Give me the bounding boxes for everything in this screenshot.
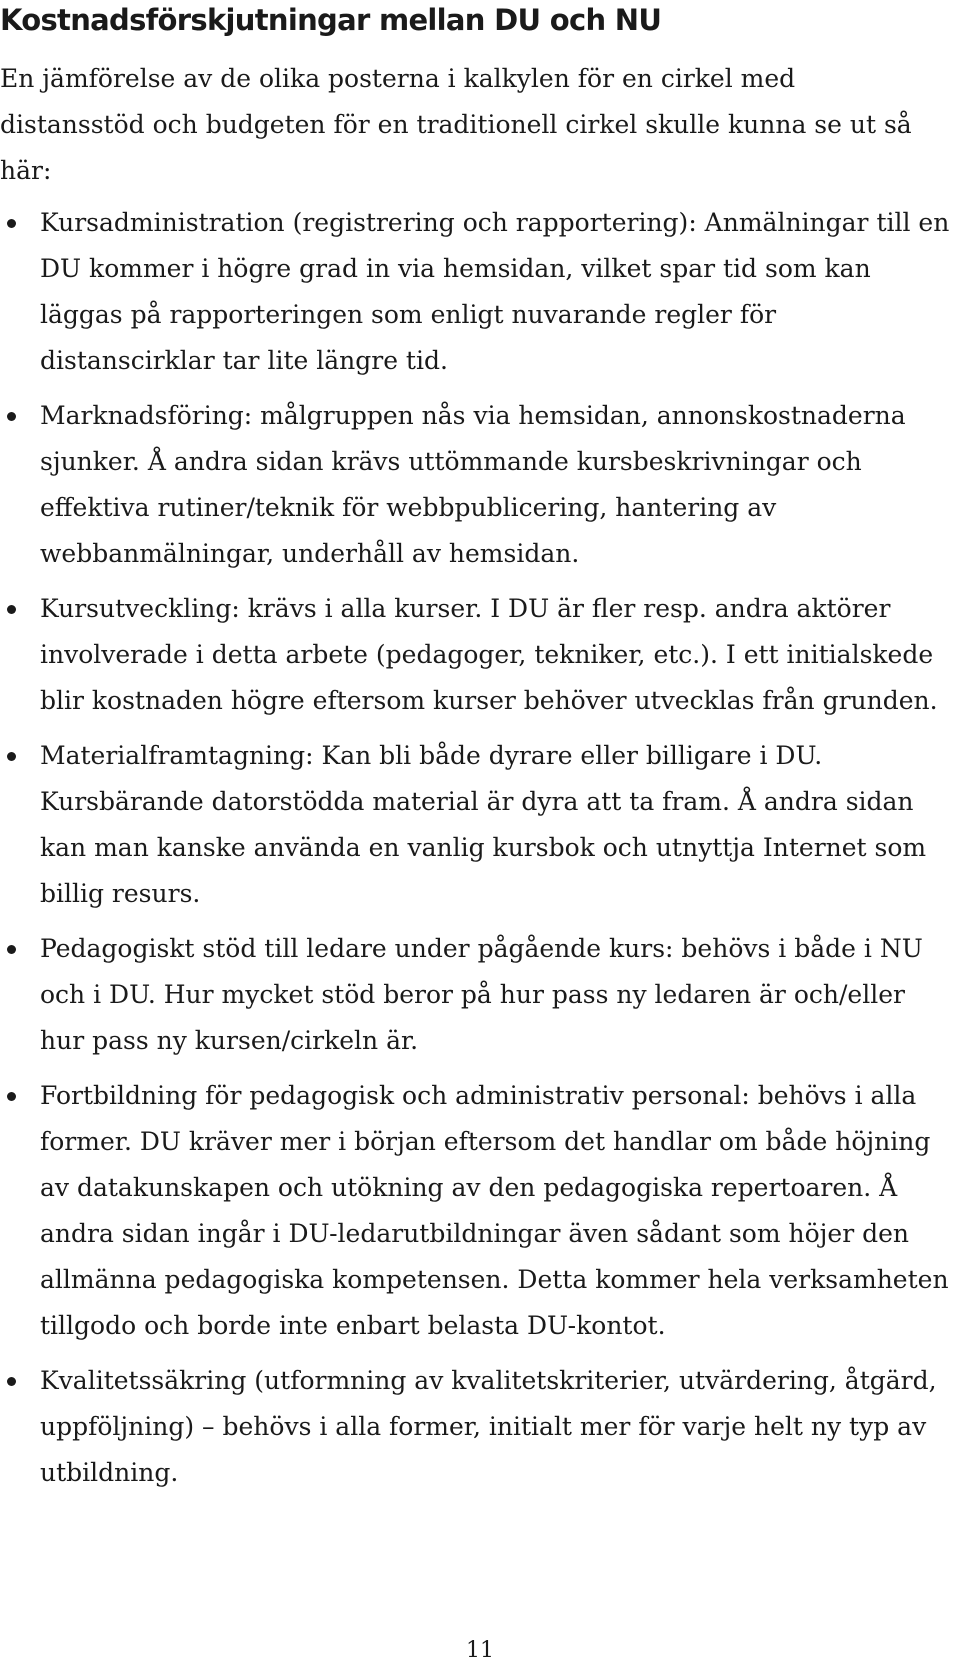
- bullet-icon: [7, 412, 16, 421]
- page-number: 11: [466, 1638, 494, 1663]
- list-item-kursadministration: [0, 200, 960, 384]
- list-item-kursutveckling: [0, 586, 960, 724]
- bullet-icon: [7, 219, 16, 228]
- list-item-marknadsforing: [0, 393, 960, 577]
- bullet-icon: [7, 752, 16, 761]
- list-item-text: Kursadministration (registrering och rapportering): Anmälningar till en DU kommer i högre grad in via hemsidan, vilket spar tid som kan läggas på rapporteringen som enligt nuvarande regler för distanscirklar tar lite längre tid.: [40, 208, 950, 375]
- list-item-text: Materialframtagning: Kan bli både dyrare eller billigare i DU. Kursbärande datorstödda material är dyra att ta fram. Å andra sidan kan man kanske använda en vanlig kursbok och utnyttja Internet som billig resurs.: [40, 741, 927, 908]
- bullet-list: [0, 200, 960, 1505]
- intro-paragraph: En jämförelse av de olika posterna i kalkylen för en cirkel med distansstöd och budgeten för en traditionell cirkel skulle kunna se ut så här:: [0, 64, 912, 185]
- list-item-text: Pedagogiskt stöd till ledare under pågående kurs: behövs i både i NU och i DU. Hur mycket stöd beror på hur pass ny ledaren är och/eller hur pass ny kursen/cirkeln är.: [40, 934, 923, 1055]
- list-item-kvalitetssakring: [0, 1358, 960, 1496]
- list-item-text: Fortbildning för pedagogisk och administrativ personal: behövs i alla former. DU kräver mer i början eftersom det handlar om både höjning av datakunskapen och utökning av den pedagogiska repertoaren. Å andra sidan ingår i DU-ledarutbildningar även sådant som höjer den allmänna pedagogiska kompetensen. Detta kommer hela verksamheten tillgodo och borde inte enbart belasta DU-kontot.: [40, 1081, 949, 1340]
- bullet-icon: [7, 1377, 16, 1386]
- bullet-icon: [7, 945, 16, 954]
- list-item-materialframtagning: [0, 733, 960, 917]
- list-item-fortbildning: [0, 1073, 960, 1349]
- bullet-icon: [7, 1092, 16, 1101]
- list-item-pedagogiskt-stod: [0, 926, 960, 1064]
- bullet-icon: [7, 605, 16, 614]
- list-item-text: Kvalitetssäkring (utformning av kvalitetskriterier, utvärdering, åtgärd, uppföljning) – behövs i alla former, initialt mer för varje helt ny typ av utbildning.: [40, 1366, 937, 1487]
- list-item-text: Kursutveckling: krävs i alla kurser. I DU är fler resp. andra aktörer involverade i detta arbete (pedagoger, tekniker, etc.). I ett initialskede blir kostnaden högre eftersom kurser behöver utvecklas från grunden.: [40, 594, 938, 715]
- section-heading: Kostnadsförskjutningar mellan DU och NU: [0, 3, 662, 37]
- list-item-text: Marknadsföring: målgruppen nås via hemsidan, annonskostnaderna sjunker. Å andra sidan krävs uttömmande kursbeskrivningar och effektiva rutiner/teknik för webbpublicering, hantering av webbanmälningar, underhåll av hemsidan.: [40, 401, 906, 568]
